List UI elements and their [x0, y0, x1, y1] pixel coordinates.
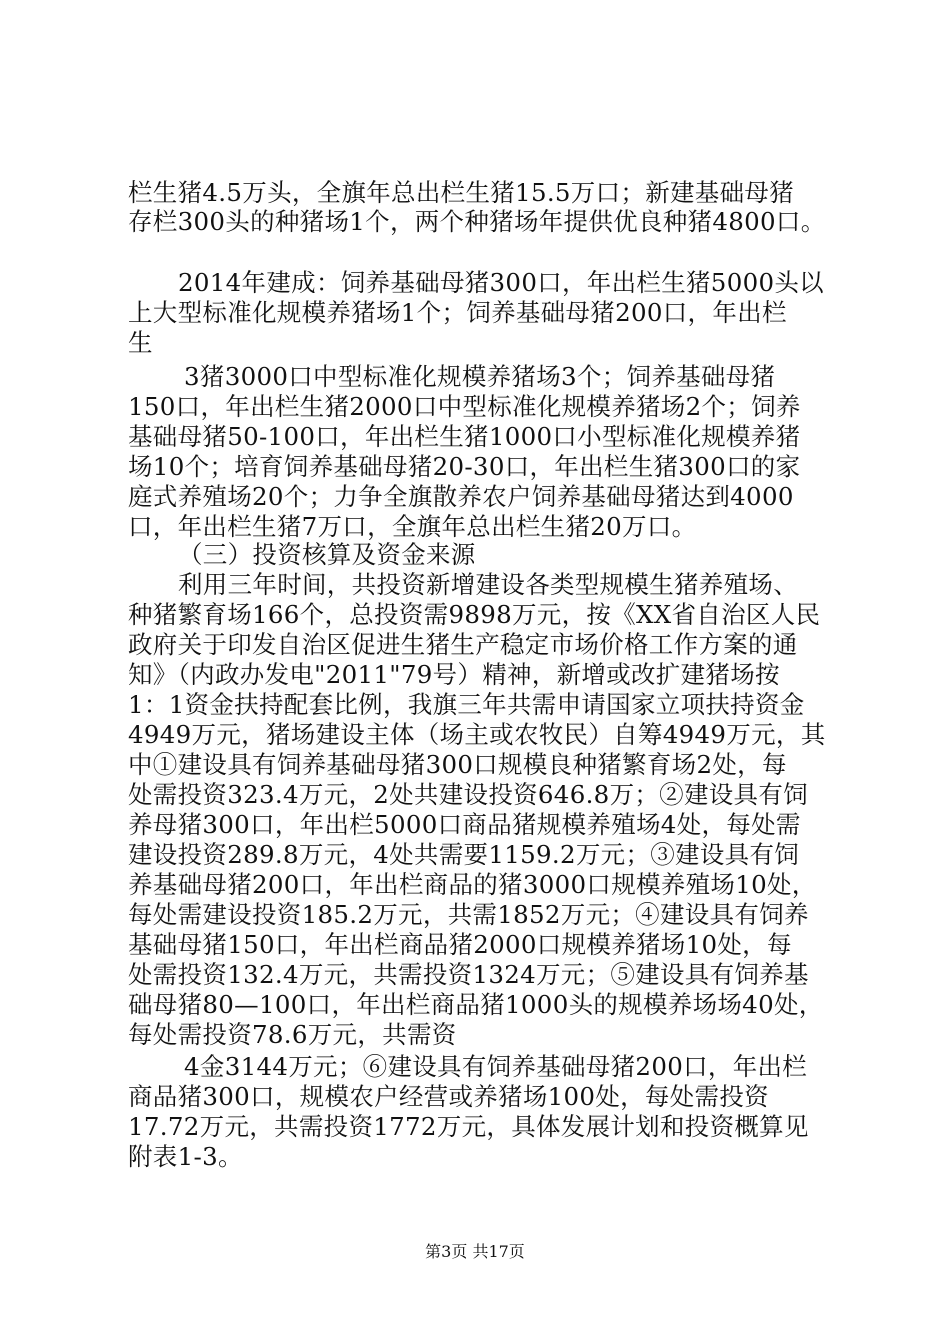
body-line: 础母猪80—100口，年出栏商品猪1000头的规模养场场40处， — [128, 990, 824, 1019]
body-line: 生 — [128, 328, 153, 357]
body-line: 基础母猪50-100口，年出栏生猪1000口小型标准化规模养猪 — [128, 422, 801, 451]
body-line: 处需投资132.4万元，共需投资1324万元；⑤建设具有饲养基 — [128, 960, 809, 989]
body-line: 3猪3000口中型标准化规模养猪场3个；饲养基础母猪 — [184, 362, 776, 391]
body-line: 4949万元，猪场建设主体（场主或农牧民）自筹4949万元，其 — [128, 720, 826, 749]
body-line: 场10个；培育饲养基础母猪20-30口，年出栏生猪300口的家 — [128, 452, 801, 481]
body-line: 每处需建设投资185.2万元，共需1852万元；④建设具有饲养 — [128, 900, 809, 929]
body-line: 种猪繁育场166个，总投资需9898万元，按《XX省自治区人民 — [128, 600, 821, 629]
body-line: 4金3144万元；⑥建设具有饲养基础母猪200口，年出栏 — [184, 1052, 808, 1081]
section-heading: （三）投资核算及资金来源 — [178, 540, 476, 569]
body-line: 2014年建成：饲养基础母猪300口，年出栏生猪5000头以 — [178, 268, 824, 297]
body-line: 处需投资323.4万元，2处共建设投资646.8万；②建设具有饲 — [128, 780, 808, 809]
body-line: 1：1资金扶持配套比例，我旗三年共需申请国家立项扶持资金 — [128, 690, 805, 719]
body-line: 口，年出栏生猪7万口，全旗年总出栏生猪20万口。 — [128, 512, 697, 541]
page-number: 第3页 共17页 — [425, 1242, 525, 1261]
body-line: 中①建设具有饲养基础母猪300口规模良种猪繁育场2处，每 — [128, 750, 787, 779]
body-line: 上大型标准化规模养猪场1个；饲养基础母猪200口，年出栏 — [128, 298, 787, 327]
body-line: 17.72万元，共需投资1772万元，具体发展计划和投资概算见 — [128, 1112, 809, 1141]
body-line: 庭式养殖场20个；力争全旗散养农户饲养基础母猪达到4000 — [128, 482, 794, 511]
body-line: 存栏300头的种猪场1个，两个种猪场年提供优良种猪4800口。 — [128, 207, 826, 236]
body-line: 利用三年时间，共投资新增建设各类型规模生猪养殖场、 — [178, 570, 798, 599]
body-line: 知》（内政办发电"2011"79号）精神，新增或改扩建猪场按 — [128, 660, 780, 689]
body-line: 每处需投资78.6万元，共需资 — [128, 1020, 457, 1049]
body-line: 基础母猪150口，年出栏商品猪2000口规模养猪场10处，每 — [128, 930, 792, 959]
body-line: 附表1-3。 — [128, 1142, 243, 1171]
body-line: 栏生猪4.5万头，全旗年总出栏生猪15.5万口；新建基础母猪 — [128, 178, 795, 207]
body-line: 建设投资289.8万元，4处共需要1159.2万元；③建设具有饲 — [128, 840, 800, 869]
body-line: 商品猪300口，规模农户经营或养猪场100处，每处需投资 — [128, 1082, 769, 1111]
body-line: 政府关于印发自治区促进生猪生产稳定市场价格工作方案的通 — [128, 630, 798, 659]
body-line: 养母猪300口，年出栏5000口商品猪规模养殖场4处，每处需 — [128, 810, 801, 839]
body-line: 养基础母猪200口，年出栏商品的猪3000口规模养殖场10处， — [128, 870, 817, 899]
body-line: 150口，年出栏生猪2000口中型标准化规模养猪场2个；饲养 — [128, 392, 801, 421]
